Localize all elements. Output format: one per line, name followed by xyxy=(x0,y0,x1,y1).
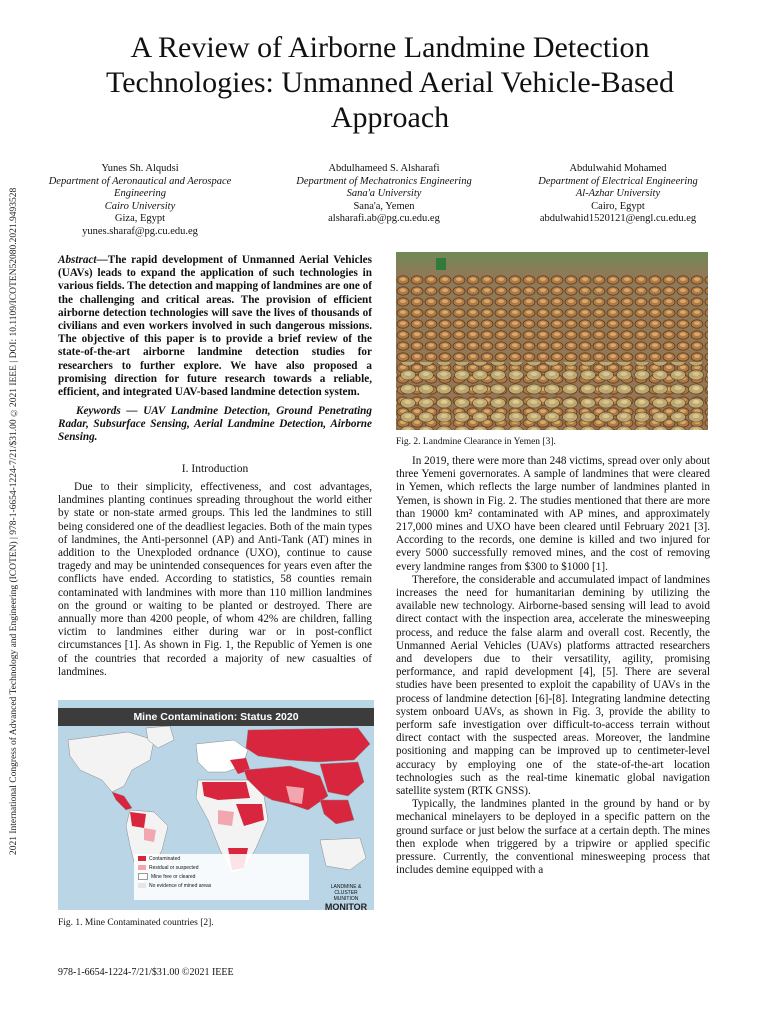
keywords xyxy=(58,405,372,445)
doi-sidebar: 2021 International Congress of Advanced Technology and Engineering (ICOTEN) | 978-1-6654-1224-7/21/$31.00 ©2021 IEEE | DOI: 10.1109/ICOTEN52080.2021.9493528 xyxy=(9,187,19,855)
map-legend xyxy=(134,854,309,900)
section-heading: I. Introduction xyxy=(181,463,249,475)
author-email: yunes.sharaf@pg.cu.edu.eg xyxy=(82,225,198,237)
paragraph-yemen: In 2019, there were more than 248 victims, spread over only about three Yemeni governorates. A sample of landmines that were cleared in Yemen, which reflects the large number of landmines planted in Yemen, is shown in Fig. 2. The studies mentioned that there are more than 19000 km² contaminated with AP mines, and approximately 217,000 mines and UXO have been cleared until February 2021 [3]. According to the records, one demine is killed and two injured for every 5000 successfully removed mines, and the cost of removing every landmine ranges from $300 to $1000 [1]. xyxy=(396,455,710,573)
author-dept: Department of Mechatronics Engineering xyxy=(296,175,472,187)
figure-2-photo xyxy=(396,252,708,430)
author-1 xyxy=(40,163,240,238)
legend-nodata: No evidence of mined areas xyxy=(138,881,309,890)
monitor-logo: LANDMINE & CLUSTER MUNITION MONITOR xyxy=(324,884,368,910)
abstract-lead: Abstract xyxy=(58,254,97,266)
author-location: Cairo, Egypt xyxy=(591,200,645,212)
author-dept: Department of Aeronautical and Aerospace Engineering xyxy=(48,175,232,199)
page-footer: 978-1-6654-1224-7/21/$31.00 ©2021 IEEE xyxy=(58,967,234,978)
abstract-text: —The rapid development of Unmanned Aerial Vehicles (UAVs) leads to expand the application of such technologies in various fields. The detection and mapping of landmines are one of the challenging and critical areas. The provision of efficient airborne detection technologies will save the lives of thousands of civilians and even workers involved in such dangerous missions. The objective of this paper is to provide a brief review of the state-of-the-art airborne landmine detection studies for researchers to further explore. We have also proposed a promising direction for future research towards a reliable, efficient, and integrated UAV-based landmine detection system. xyxy=(58,254,372,399)
intro-paragraph: Due to their simplicity, effectiveness, and cost advantages, landmines planting continues spreading throughout the world either by state or non-state armed groups. This led the landmines to still being considered one of the deadliest legacies. Both of the main types of landmines, the Anti-personnel (AP) and Anti-Tank (AT) mines in addition to the Unexploded ordnance (UXO), continue to cause tragedy and may be unintended consequences for years even after the conflicts have ended. According to statistics, 58 counties remain contaminated with landmines with more than 110 million landmines on the ground or waiting to be planted or destroyed. There are annually more than 4200 people, of whom 42% are children, falling victim to landmines either during war or in post-conflict circumstances [1]. As shown in Fig. 1, the Republic of Yemen is one of the countries that recorded a majority of new casualties of landmines. xyxy=(58,481,372,678)
author-location: Giza, Egypt xyxy=(114,213,166,224)
figure-1-caption: Fig. 1. Mine Contaminated countries [2]. xyxy=(58,918,214,928)
author-email: alsharafi.ab@pg.cu.edu.eg xyxy=(328,213,440,224)
landmines-photo-graphic xyxy=(396,252,708,430)
keywords-text: Keywords — UAV Landmine Detection, Ground Penetrating Radar, Subsurface Sensing, Aerial Landmine Detection, Airborne Sensing. xyxy=(58,405,372,444)
author-name: Abdulhameed S. Alsharafi xyxy=(328,163,440,174)
figure-2-caption: Fig. 2. Landmine Clearance in Yemen [3]. xyxy=(396,437,556,447)
intro-column xyxy=(58,481,372,679)
map-title-banner: Mine Contamination: Status 2020 xyxy=(58,708,374,726)
legend-residual: Residual or suspected xyxy=(138,863,309,872)
author-3 xyxy=(508,163,728,226)
author-2 xyxy=(294,163,474,226)
paragraph-uav: Therefore, the considerable and accumulated impact of landmines increases the need for humanitarian demining by utilizing the available new technology. Airborne-based sensing will lead to avoid direct contact with the inspection area, accelerate the minesweeping process, and reduce the false alarm and overall cost. Recently, the Unmanned Aerial Vehicles (UAVs) platforms attracted researchers and developers due to their versatility, agility, promising performance, and rapid development [4], [5]. There are several studies have been presented to exploit the capability of UAVs in the process of landmine detection [6]-[8]. Integrating landmine detecting system onboard UAVs, as shown in Fig. 3, provide the ability to perform safe investigation over difficult-to-access terrain without direct contact with the suspected areas. Moreover, the landmine positioning and mapping can be improved up to centimeter-level accuracy by employing one of the state-of-the-art location technologies such as the real-time kinematic global navigation satellite system (RTK GNSS). xyxy=(396,573,710,798)
author-university: Cairo University xyxy=(104,200,176,212)
author-name: Yunes Sh. Alqudsi xyxy=(101,163,179,174)
author-dept: Department of Electrical Engineering xyxy=(538,175,698,187)
author-university: Sana'a University xyxy=(346,188,422,199)
author-block xyxy=(40,163,740,243)
author-location: Sana'a, Yemen xyxy=(353,200,415,212)
right-column xyxy=(396,455,710,878)
paper-title: A Review of Airborne Landmine Detection Technologies: Unmanned Aerial Vehicle-Based Approach xyxy=(105,31,674,134)
figure-1-map xyxy=(58,700,374,910)
author-name: Abdulwahid Mohamed xyxy=(569,163,667,174)
paragraph-planting: Typically, the landmines planted in the ground by hand or by mechanical minelayers to be deployed in a specific pattern on the ground surface or just below the surface at a certain depth. The mines then explode when triggered by a tripwire or applied specific pressure. Currently, the conventional minesweeping process that includes demine equipped with a xyxy=(396,798,710,877)
author-email: abdulwahid1520121@engl.cu.edu.eg xyxy=(539,213,697,224)
author-university: Al-Azhar University xyxy=(575,188,661,199)
legend-free: Mine free or cleared xyxy=(138,872,309,881)
abstract xyxy=(58,254,372,399)
legend-contaminated: Contaminated xyxy=(138,854,309,863)
